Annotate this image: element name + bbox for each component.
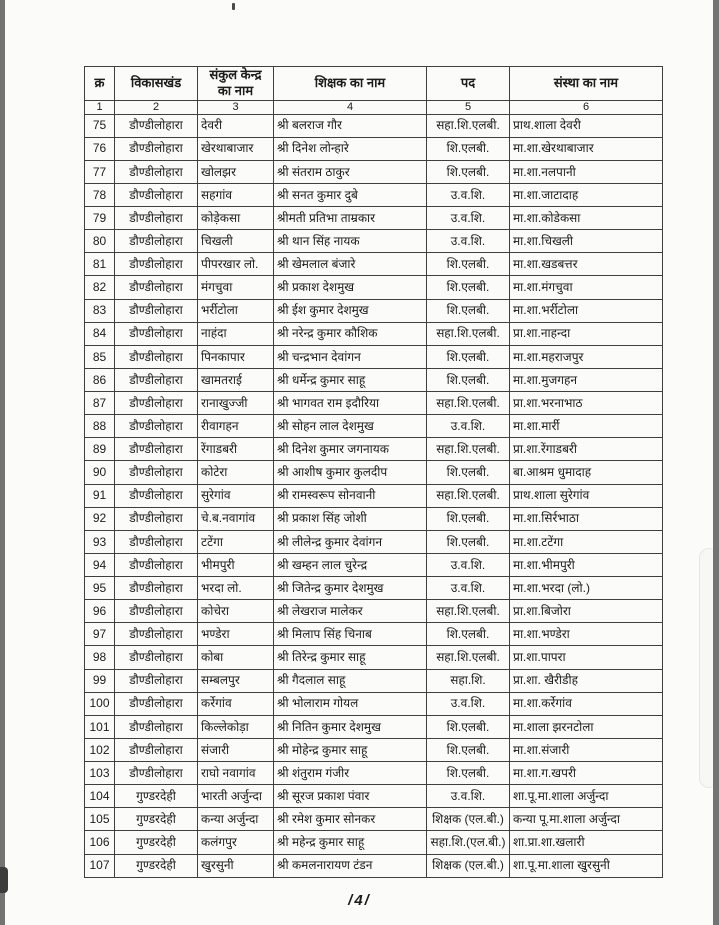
cell-teacher: श्री चन्द्रभान देवांगन xyxy=(274,345,427,368)
scan-artifact-blob xyxy=(0,867,8,893)
header-row xyxy=(85,67,663,101)
cell-institution: मा.शा.महराजपुर xyxy=(510,345,663,368)
column-number: 5 xyxy=(427,100,510,114)
cell-post: सहा.शि.एलबी. xyxy=(427,322,510,345)
cell-cluster: रानाखुज्जी xyxy=(198,392,274,415)
cell-cluster: टटेंगा xyxy=(198,530,274,553)
cell-block: डौण्डीलोहारा xyxy=(115,577,198,600)
table-row xyxy=(85,183,663,206)
cell-block: डौण्डीलोहारा xyxy=(115,553,198,576)
cell-block: डौण्डीलोहारा xyxy=(115,738,198,761)
cell-institution: मा.शा.ग.खपरी xyxy=(510,762,663,785)
cell-sn: 86 xyxy=(85,368,115,391)
cell-cluster: देवरी xyxy=(198,114,274,137)
table-row xyxy=(85,808,663,831)
cell-sn: 77 xyxy=(85,160,115,183)
cell-institution: मा.शा.भण्डेरा xyxy=(510,623,663,646)
cell-post: उ.व.शि. xyxy=(427,577,510,600)
column-number: 1 xyxy=(85,100,115,114)
cell-teacher: श्री गैदलाल साहू xyxy=(274,669,427,692)
page-number: /4/ xyxy=(348,892,371,909)
cell-cluster: कलंगपुर xyxy=(198,831,274,854)
scrollbar-thumb[interactable] xyxy=(699,548,713,788)
cell-post: सहा.शि.एलबी. xyxy=(427,600,510,623)
cell-sn: 98 xyxy=(85,646,115,669)
cell-teacher: श्री मिलाप सिंह चिनाब xyxy=(274,623,427,646)
cell-sn: 78 xyxy=(85,183,115,206)
column-header-institution: संस्था का नाम xyxy=(510,67,663,101)
cell-cluster: नाहंदा xyxy=(198,322,274,345)
cell-sn: 87 xyxy=(85,392,115,415)
cell-teacher: श्री रमेश कुमार सोनकर xyxy=(274,808,427,831)
cell-cluster: संजारी xyxy=(198,738,274,761)
cell-cluster: सम्बलपुर xyxy=(198,669,274,692)
cell-cluster: कोबा xyxy=(198,646,274,669)
cell-post: शि.एलबी. xyxy=(427,762,510,785)
table-row xyxy=(85,461,663,484)
cell-sn: 94 xyxy=(85,553,115,576)
cell-post: सहा.शि.एलबी. xyxy=(427,392,510,415)
cell-teacher: श्रीमती प्रतिभा ताम्रकार xyxy=(274,207,427,230)
cell-teacher: श्री तिरेन्द्र कुमार साहू xyxy=(274,646,427,669)
cell-cluster: खोलझर xyxy=(198,160,274,183)
cell-post: उ.व.शि. xyxy=(427,692,510,715)
cell-post: सहा.शि.(एल.बी.) xyxy=(427,831,510,854)
cell-teacher: श्री महेन्द्र कुमार साहू xyxy=(274,831,427,854)
cell-institution: मा.शा.भरदा (लो.) xyxy=(510,577,663,600)
cell-teacher: श्री खेमलाल बंजारे xyxy=(274,253,427,276)
cell-sn: 102 xyxy=(85,738,115,761)
cell-block: डौण्डीलोहारा xyxy=(115,276,198,299)
cell-post: सहा.शि.एलबी. xyxy=(427,438,510,461)
cell-institution: मा.शा.मार्री xyxy=(510,415,663,438)
cell-institution: शा.पू.मा.शाला अर्जुन्दा xyxy=(510,785,663,808)
cell-institution: मा.शाला झरनटोला xyxy=(510,715,663,738)
cell-post: शि.एलबी. xyxy=(427,623,510,646)
cell-sn: 76 xyxy=(85,137,115,160)
cell-block: डौण्डीलोहारा xyxy=(115,484,198,507)
cell-teacher: श्री लीलेन्द्र कुमार देवांगन xyxy=(274,530,427,553)
cell-cluster: किल्लेकोड़ा xyxy=(198,715,274,738)
column-number: 2 xyxy=(115,100,198,114)
cell-cluster: चे.ब.नवागांव xyxy=(198,507,274,530)
cell-institution: मा.शा.कर्रेगांव xyxy=(510,692,663,715)
table-row xyxy=(85,577,663,600)
cell-institution: बा.आश्रम धुमादाह xyxy=(510,461,663,484)
cell-sn: 90 xyxy=(85,461,115,484)
cell-cluster: सुरेगांव xyxy=(198,484,274,507)
column-header-cluster: संकुल केन्द्र का नाम xyxy=(198,67,274,101)
column-number: 3 xyxy=(198,100,274,114)
column-header-block: विकासखंड xyxy=(115,67,198,101)
cell-cluster: भर्रीटोला xyxy=(198,299,274,322)
table-row xyxy=(85,299,663,322)
cell-teacher: श्री मोहेन्द्र कुमार साहू xyxy=(274,738,427,761)
cell-sn: 83 xyxy=(85,299,115,322)
cell-institution: मा.शा.नलपानी xyxy=(510,160,663,183)
table-row xyxy=(85,137,663,160)
cell-block: गुण्डरदेही xyxy=(115,831,198,854)
cell-teacher: श्री सोहन लाल देशमुख xyxy=(274,415,427,438)
cell-cluster: सहगांव xyxy=(198,183,274,206)
cell-sn: 101 xyxy=(85,715,115,738)
cell-institution: मा.शा.मंगचुवा xyxy=(510,276,663,299)
cell-institution: मा.शा.मुजगहन xyxy=(510,368,663,391)
cell-institution: प्राथ.शाला देवरी xyxy=(510,114,663,137)
cell-post: शि.एलबी. xyxy=(427,345,510,368)
cell-teacher: श्री भोलाराम गोयल xyxy=(274,692,427,715)
cell-sn: 82 xyxy=(85,276,115,299)
column-header-sn: क्र xyxy=(85,67,115,101)
cell-post: सहा.शि.एलबी. xyxy=(427,114,510,137)
cell-sn: 104 xyxy=(85,785,115,808)
cell-post: शि.एलबी. xyxy=(427,160,510,183)
cell-block: गुण्डरदेही xyxy=(115,785,198,808)
cell-block: डौण्डीलोहारा xyxy=(115,600,198,623)
cell-sn: 84 xyxy=(85,322,115,345)
cell-block: डौण्डीलोहारा xyxy=(115,415,198,438)
cell-block: डौण्डीलोहारा xyxy=(115,114,198,137)
cell-block: डौण्डीलोहारा xyxy=(115,623,198,646)
column-header-post: पद xyxy=(427,67,510,101)
cell-block: डौण्डीलोहारा xyxy=(115,160,198,183)
cell-cluster: खेरथाबाजार xyxy=(198,137,274,160)
cell-sn: 106 xyxy=(85,831,115,854)
cell-teacher: श्री सूरज प्रकाश पंवार xyxy=(274,785,427,808)
cell-post: उ.व.शि. xyxy=(427,183,510,206)
table-row xyxy=(85,600,663,623)
cell-teacher: श्री थान सिंह नायक xyxy=(274,230,427,253)
cell-sn: 96 xyxy=(85,600,115,623)
cell-cluster: कोचेरा xyxy=(198,600,274,623)
table-header xyxy=(85,67,663,115)
cell-post: शि.एलबी. xyxy=(427,461,510,484)
cell-teacher: श्री दिनेश लोन्हारे xyxy=(274,137,427,160)
cell-cluster: खुरसुनी xyxy=(198,854,274,878)
cell-institution: मा.शा.जाटादाह xyxy=(510,183,663,206)
scan-left-border xyxy=(0,0,5,925)
cell-teacher: श्री भागवत राम इदौरिया xyxy=(274,392,427,415)
cell-block: गुण्डरदेही xyxy=(115,808,198,831)
cell-sn: 91 xyxy=(85,484,115,507)
table-row xyxy=(85,253,663,276)
cell-sn: 105 xyxy=(85,808,115,831)
cell-cluster: पीपरखार लो. xyxy=(198,253,274,276)
cell-institution: प्रा.शा.नाहन्दा xyxy=(510,322,663,345)
teacher-list-table xyxy=(84,66,663,878)
cell-teacher: श्री नरेन्द्र कुमार कौशिक xyxy=(274,322,427,345)
cell-block: डौण्डीलोहारा xyxy=(115,392,198,415)
cell-post: शि.एलबी. xyxy=(427,253,510,276)
cell-sn: 85 xyxy=(85,345,115,368)
table-row xyxy=(85,762,663,785)
cell-block: डौण्डीलोहारा xyxy=(115,692,198,715)
cell-teacher: श्री बलराज गौर xyxy=(274,114,427,137)
cell-sn: 100 xyxy=(85,692,115,715)
table-row xyxy=(85,207,663,230)
cell-block: डौण्डीलोहारा xyxy=(115,669,198,692)
table-row xyxy=(85,715,663,738)
cell-block: डौण्डीलोहारा xyxy=(115,762,198,785)
cell-post: सहा.शि.एलबी. xyxy=(427,646,510,669)
cell-post: उ.व.शि. xyxy=(427,230,510,253)
cell-post: शि.एलबी. xyxy=(427,276,510,299)
cell-cluster: मंगचुवा xyxy=(198,276,274,299)
cell-block: डौण्डीलोहारा xyxy=(115,299,198,322)
cell-institution: मा.शा.सिर्रभाठा xyxy=(510,507,663,530)
table-row xyxy=(85,322,663,345)
cell-teacher: श्री खम्हन लाल चुरेन्द्र xyxy=(274,553,427,576)
cell-sn: 79 xyxy=(85,207,115,230)
cell-teacher: श्री संतराम ठाकुर xyxy=(274,160,427,183)
table-row xyxy=(85,530,663,553)
cell-cluster: रेंगाडबरी xyxy=(198,438,274,461)
cell-teacher: श्री रामस्वरूप सोनवानी xyxy=(274,484,427,507)
cell-cluster: भण्डेरा xyxy=(198,623,274,646)
cell-sn: 99 xyxy=(85,669,115,692)
cell-sn: 97 xyxy=(85,623,115,646)
cell-post: शिक्षक (एल.बी.) xyxy=(427,808,510,831)
table-row xyxy=(85,114,663,137)
cell-post: सहा.शि. xyxy=(427,669,510,692)
cell-block: डौण्डीलोहारा xyxy=(115,230,198,253)
cell-cluster: रीवागहन xyxy=(198,415,274,438)
cell-post: सहा.शि.एलबी. xyxy=(427,484,510,507)
table-row xyxy=(85,831,663,854)
cell-post: शि.एलबी. xyxy=(427,368,510,391)
cell-post: उ.व.शि. xyxy=(427,415,510,438)
cell-cluster: कोड़ेकसा xyxy=(198,207,274,230)
table-row xyxy=(85,230,663,253)
table-row xyxy=(85,553,663,576)
cell-post: शि.एलबी. xyxy=(427,715,510,738)
cell-post: उ.व.शि. xyxy=(427,553,510,576)
cell-sn: 80 xyxy=(85,230,115,253)
table-row xyxy=(85,484,663,507)
cell-block: डौण्डीलोहारा xyxy=(115,183,198,206)
cell-institution: प्रा.शा.भरनाभाठ xyxy=(510,392,663,415)
cell-sn: 75 xyxy=(85,114,115,137)
cell-teacher: श्री आशीष कुमार कुलदीप xyxy=(274,461,427,484)
cell-institution: प्रा.शा.रेंगाडबरी xyxy=(510,438,663,461)
cell-cluster: भीमपुरी xyxy=(198,553,274,576)
table-row xyxy=(85,785,663,808)
cell-institution: मा.शा.संजारी xyxy=(510,738,663,761)
cell-cluster: कन्या अर्जुन्दा xyxy=(198,808,274,831)
cell-institution: शा.पू.मा.शाला खुरसुनी xyxy=(510,854,663,878)
cell-post: शिक्षक (एल.बी.) xyxy=(427,854,510,878)
table-row xyxy=(85,669,663,692)
cell-cluster: चिखली xyxy=(198,230,274,253)
cell-cluster: राघो नवागांव xyxy=(198,762,274,785)
cell-sn: 88 xyxy=(85,415,115,438)
cell-cluster: कोटेरा xyxy=(198,461,274,484)
cell-sn: 103 xyxy=(85,762,115,785)
cell-teacher: श्री दिनेश कुमार जगनायक xyxy=(274,438,427,461)
cell-block: डौण्डीलोहारा xyxy=(115,368,198,391)
table-body xyxy=(85,114,663,878)
cell-post: शि.एलबी. xyxy=(427,738,510,761)
table-row xyxy=(85,160,663,183)
table-row xyxy=(85,646,663,669)
cell-teacher: श्री जितेन्द्र कुमार देशमुख xyxy=(274,577,427,600)
cell-institution: मा.शा.कोडेकसा xyxy=(510,207,663,230)
cell-post: उ.व.शि. xyxy=(427,207,510,230)
cell-teacher: श्री नितिन कुमार देशमुख xyxy=(274,715,427,738)
cell-teacher: श्री ईश कुमार देशमुख xyxy=(274,299,427,322)
cell-block: डौण्डीलोहारा xyxy=(115,345,198,368)
cell-teacher: श्री शंतुराम गंजीर xyxy=(274,762,427,785)
column-number: 6 xyxy=(510,100,663,114)
cell-cluster: पिनकापार xyxy=(198,345,274,368)
table-row xyxy=(85,438,663,461)
cell-cluster: भारती अर्जुन्दा xyxy=(198,785,274,808)
column-number: 4 xyxy=(274,100,427,114)
cell-post: शि.एलबी. xyxy=(427,507,510,530)
cell-institution: शा.प्रा.शा.खलारी xyxy=(510,831,663,854)
cell-sn: 89 xyxy=(85,438,115,461)
table-row xyxy=(85,692,663,715)
column-number-row xyxy=(85,100,663,114)
cell-teacher: श्री कमलनारायण टंडन xyxy=(274,854,427,878)
cell-block: डौण्डीलोहारा xyxy=(115,530,198,553)
cell-cluster: खामतराई xyxy=(198,368,274,391)
table-row xyxy=(85,854,663,878)
table-row xyxy=(85,276,663,299)
cell-institution: मा.शा.खेरथाबाजार xyxy=(510,137,663,160)
cell-block: डौण्डीलोहारा xyxy=(115,715,198,738)
column-header-teacher: शिक्षक का नाम xyxy=(274,67,427,101)
table-row xyxy=(85,392,663,415)
scan-right-border xyxy=(713,0,719,925)
table-row xyxy=(85,345,663,368)
cell-teacher: श्री लेखराज मालेकर xyxy=(274,600,427,623)
cell-teacher: श्री धर्मेन्द्र कुमार साहू xyxy=(274,368,427,391)
cell-institution: मा.शा.खडबत्तर xyxy=(510,253,663,276)
cell-sn: 93 xyxy=(85,530,115,553)
table-row xyxy=(85,368,663,391)
cell-teacher: श्री प्रकाश देशमुख xyxy=(274,276,427,299)
table-row xyxy=(85,738,663,761)
cell-institution: कन्या पू.मा.शाला अर्जुन्दा xyxy=(510,808,663,831)
cell-institution: प्रा.शा. खैरीडीह xyxy=(510,669,663,692)
cell-post: उ.व.शि. xyxy=(427,785,510,808)
cell-institution: प्रा.शा.पापरा xyxy=(510,646,663,669)
cell-block: गुण्डरदेही xyxy=(115,854,198,878)
cell-block: डौण्डीलोहारा xyxy=(115,507,198,530)
cell-institution: मा.शा.भर्रीटोला xyxy=(510,299,663,322)
table-row xyxy=(85,623,663,646)
cell-post: शि.एलबी. xyxy=(427,530,510,553)
scan-speck xyxy=(232,3,235,10)
cell-block: डौण्डीलोहारा xyxy=(115,438,198,461)
cell-institution: प्रा.शा.बिजोरा xyxy=(510,600,663,623)
cell-sn: 95 xyxy=(85,577,115,600)
cell-post: शि.एलबी. xyxy=(427,299,510,322)
table-row xyxy=(85,507,663,530)
cell-institution: प्राथ.शाला सुरेगांव xyxy=(510,484,663,507)
cell-post: शि.एलबी. xyxy=(427,137,510,160)
table-row xyxy=(85,415,663,438)
cell-teacher: श्री प्रकाश सिंह जोशी xyxy=(274,507,427,530)
cell-institution: मा.शा.चिखली xyxy=(510,230,663,253)
cell-block: डौण्डीलोहारा xyxy=(115,137,198,160)
cell-block: डौण्डीलोहारा xyxy=(115,207,198,230)
cell-sn: 92 xyxy=(85,507,115,530)
cell-sn: 81 xyxy=(85,253,115,276)
cell-block: डौण्डीलोहारा xyxy=(115,461,198,484)
cell-cluster: भरदा लो. xyxy=(198,577,274,600)
cell-block: डौण्डीलोहारा xyxy=(115,646,198,669)
cell-cluster: कर्रेगांव xyxy=(198,692,274,715)
cell-institution: मा.शा.भीमपुरी xyxy=(510,553,663,576)
cell-block: डौण्डीलोहारा xyxy=(115,253,198,276)
cell-block: डौण्डीलोहारा xyxy=(115,322,198,345)
cell-institution: मा.शा.टटेंगा xyxy=(510,530,663,553)
cell-sn: 107 xyxy=(85,854,115,878)
cell-teacher: श्री सनत कुमार दुबे xyxy=(274,183,427,206)
